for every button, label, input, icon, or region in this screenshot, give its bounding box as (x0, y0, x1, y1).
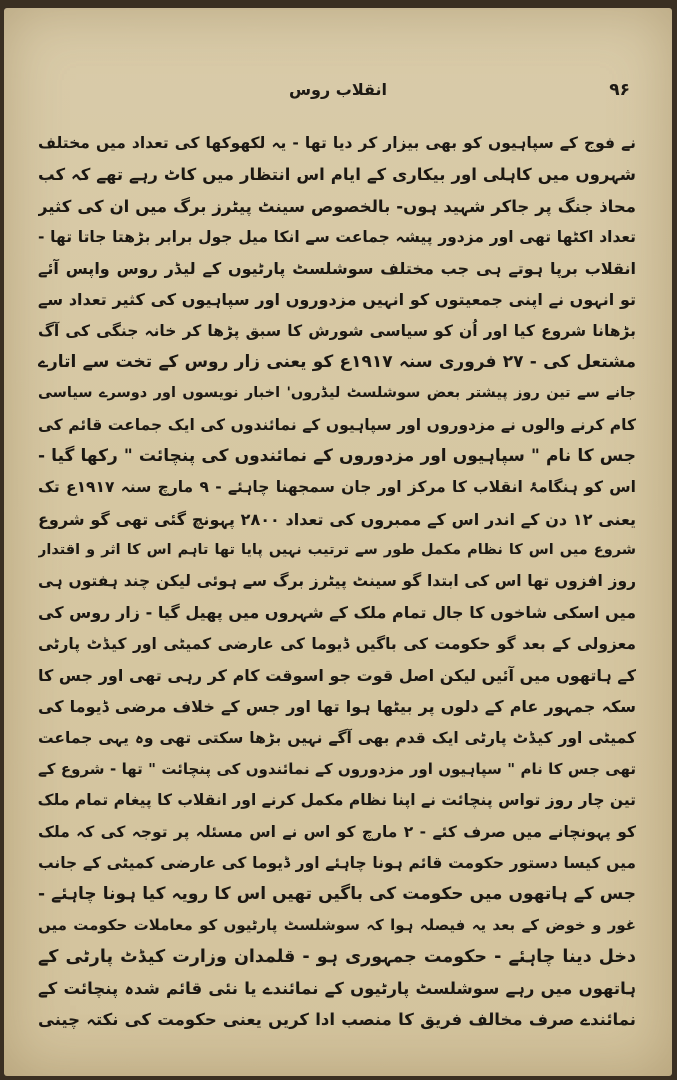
text-line: کام کرنے والوں نے مزدوروں اور سپاہیوں کے نمائندوں کی ایک جماعت قائم کی (38, 415, 636, 434)
book-page (4, 8, 672, 1076)
text-line: کمیٹی اور کیڈٹ پارٹی ایک قدم بھی آگے نہیں بڑھا سکتی تھی وہ یہی جماعت (38, 728, 636, 747)
text-line: انقلاب برپا ہوتے ہی جب مختلف سوشلسٹ پارٹیوں کے لیڈر روس واپس آئے (38, 259, 636, 279)
text-line: نے فوج کے سپاہیوں کو بھی بیزار کر دیا تھا - یہ لکھوکھا کی تعداد میں مختلف (38, 134, 636, 152)
text-line: شروع میں اس کا نظام مکمل طور سے ترتیب نہیں پایا تھا تاہم اس کا اثر و اقتدار (38, 541, 636, 558)
text-line: میں اسکی شاخوں کا جال تمام ملک کے شہروں میں پھیل گیا - زار روس کی (38, 603, 636, 623)
page-header (4, 80, 672, 110)
text-line: تو انہوں نے اپنی جمعیتوں کو انہیں مزدوروں اور سپاہیوں کی کثیر تعداد سے (38, 290, 636, 310)
text-line: دخل دینا چاہئے - حکومت جمہوری ہو - قلمدان وزارت کیڈٹ پارٹی کے (38, 946, 636, 967)
text-line: ہاتھوں میں رہے سوشلسٹ پارٹیوں کے نمائندے یا نئی قائم شدہ پنچائت کے (38, 979, 636, 999)
text-line: روز افزوں تھا اس کی ابتدا گو سینٹ پیٹرز برگ سے ہوئی لیکن چند ہفتوں ہی (38, 572, 636, 591)
text-line: غور و خوض کے بعد یہ فیصلہ ہوا کہ سوشلسٹ پارٹیوں کو معاملات حکومت میں (38, 916, 636, 935)
text-line: نمائندے صرف مخالف فریق کا منصب ادا کریں یعنی حکومت کی نکتہ چینی (38, 1010, 636, 1030)
text-line: کو پہونچانے میں صرف کئے - ۲ مارچ کو اس نے اس مسئلہ پر توجہ کی کہ ملک (38, 822, 636, 841)
text-line: اس کو ہنگامۂ انقلاب کا مرکز اور جان سمجھنا چاہئے - ۹ مارچ سنہ ۱۹۱۷ع تک (38, 478, 636, 497)
text-line: محاذ جنگ پر جاکر شہید ہوں- بالخصوص سینٹ پیٹرز برگ میں ان کی کثیر (38, 196, 636, 216)
text-line: یعنی ۱۲ دن کے اندر اس کے ممبروں کی تعداد ۲۸۰۰ پہونچ گئی تھی گو شروع (38, 509, 636, 529)
text-line: تھی جس کا نام " سپاہیوں اور مزدوروں کے نمائندوں کی پنچائت " تھا - شروع کے (38, 759, 636, 778)
text-line: جس کا نام " سپاہیوں اور مزدوروں کے نمائندوں کی پنچائت " رکھا گیا - (38, 445, 636, 466)
page-number: ۹۶ (609, 80, 630, 100)
running-head: انقلاب روس (288, 80, 388, 99)
text-line: جانے سے تین روز پیشتر بعض سوشلسٹ لیڈروں' اخبار نویسوں اور دوسرے سیاسی (38, 385, 636, 402)
body-text (38, 128, 636, 1036)
text-line: سکہ جمہور عام کے دلوں پر بیٹھا ہوا تھا اور جس کے خلاف مرضی ڈیوما کی (38, 697, 636, 717)
text-line: کے ہاتھوں میں آئیں لیکن اصل قوت جو اسوقت کام کر رہی تھی اور جس کا (38, 666, 636, 686)
text-line: شہروں میں کاہلی اور بیکاری کے ایام اس انتظار میں کاٹ رہے تھے کہ کب (38, 165, 636, 185)
text-line: تین چار روز تواس پنچائت نے اپنا نظام مکمل کرنے اور انقلاب کا پیغام تمام ملک (38, 791, 636, 810)
text-line: جس کے ہاتھوں میں حکومت کی باگیں تھیں اس کا رویہ کیا ہونا چاہئے - (38, 884, 636, 905)
text-line: میں کیسا دستور حکومت قائم ہونا چاہئے اور ڈیوما کی عارضی کمیٹی کے جانب (38, 853, 636, 872)
text-line: تعداد اکٹھا تھی اور مزدور پیشہ جماعت سے انکا میل جول برابر بڑھتا جاتا تھا - (38, 227, 636, 246)
text-line: بڑھانا شروع کیا اور اُن کو سیاسی شورش کا سبق پڑھا کر خانہ جنگی کی آگ (38, 321, 636, 340)
text-line: مشتعل کی - ۲۷ فروری سنہ ۱۹۱۷ع کو یعنی زار روس کے تخت سے اتارے (38, 352, 636, 373)
text-line: معزولی کے بعد گو حکومت کی باگیں ڈیوما کی عارضی کمیٹی اور کیڈٹ پارٹی (38, 634, 636, 653)
